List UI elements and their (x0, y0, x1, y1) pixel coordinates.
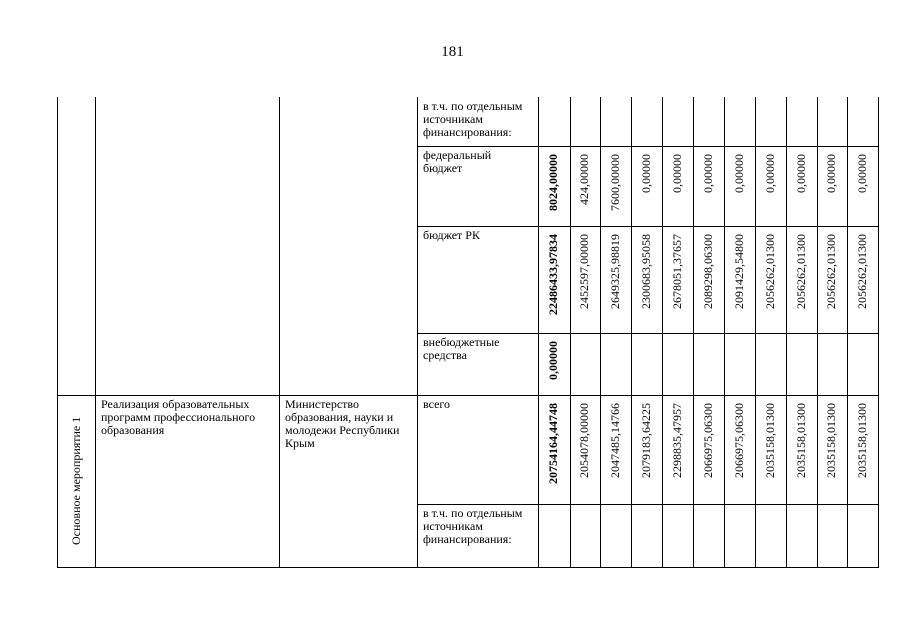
row-label: бюджет РК (423, 228, 480, 242)
year-value: 2298835,47957 (669, 403, 684, 478)
row-label: внебюджетные средства (423, 335, 500, 362)
year-value: 2079183,64225 (638, 403, 653, 478)
year-value: 2066975,06300 (700, 403, 715, 478)
table-rule (755, 97, 756, 567)
page-number: 181 (441, 44, 464, 60)
row-label: всего (423, 397, 451, 411)
year-value: 2056262,01300 (824, 234, 838, 309)
table-rule (878, 97, 879, 567)
year-value: 424,00000 (577, 154, 591, 205)
year-value: 2091429,54800 (731, 234, 746, 309)
table-rule (57, 97, 58, 567)
table-rule (817, 97, 818, 567)
year-value: 0,00000 (854, 154, 869, 193)
executor-name: Министерство образования, науки и молодежи Республики Крым (285, 397, 400, 450)
year-value: 7600,00000 (607, 154, 622, 211)
table-rule (95, 97, 96, 567)
row-label: федеральный бюджет (423, 148, 492, 175)
table-rule (57, 567, 879, 568)
year-value: 0,00000 (762, 154, 777, 193)
total-value: 20754164,44748 (546, 403, 560, 484)
year-value: 2054078,00000 (577, 403, 591, 478)
year-value: 0,00000 (638, 154, 653, 193)
total-value: 0,00000 (546, 341, 560, 380)
row-label: в т.ч. по отдельным источникам финансирования: (423, 99, 523, 139)
year-value: 0,00000 (700, 154, 715, 193)
year-value: 0,00000 (669, 154, 684, 193)
year-value: 2035158,01300 (762, 403, 777, 478)
table-rule (847, 97, 848, 567)
year-value: 2056262,01300 (854, 234, 869, 309)
total-value: 8024,00000 (546, 154, 560, 211)
year-value: 0,00000 (793, 154, 808, 193)
table-rule (693, 97, 694, 567)
program-name: Реализация образовательных программ профессионального образования (101, 397, 256, 437)
year-value: 2056262,01300 (793, 234, 808, 309)
table-rule (724, 97, 725, 567)
year-value: 2035158,01300 (824, 403, 838, 478)
table-rule (279, 97, 280, 567)
year-value: 2649325,98819 (607, 234, 622, 309)
row-label: в т.ч. по отдельным источникам финансирования: (423, 506, 523, 546)
year-value: 2300683,95058 (638, 234, 653, 309)
status-label: Основное мероприятие 1 (69, 416, 83, 546)
table-rule (538, 97, 539, 567)
table-rule (631, 97, 632, 567)
year-value: 0,00000 (824, 154, 838, 193)
year-value: 2089298,06300 (700, 234, 715, 309)
year-value: 2678051,37657 (669, 234, 684, 309)
year-value: 2047485,14766 (607, 403, 622, 478)
table-rule (570, 97, 571, 567)
year-value: 2066975,06300 (731, 403, 746, 478)
year-value: 2035158,01300 (854, 403, 869, 478)
total-value: 22486433,97834 (546, 234, 560, 315)
year-value: 2056262,01300 (762, 234, 777, 309)
year-value: 2452597,00000 (577, 234, 591, 309)
table-rule (662, 97, 663, 567)
year-value: 2035158,01300 (793, 403, 808, 478)
year-value: 0,00000 (731, 154, 746, 193)
table-rule (786, 97, 787, 567)
table-rule (600, 97, 601, 567)
